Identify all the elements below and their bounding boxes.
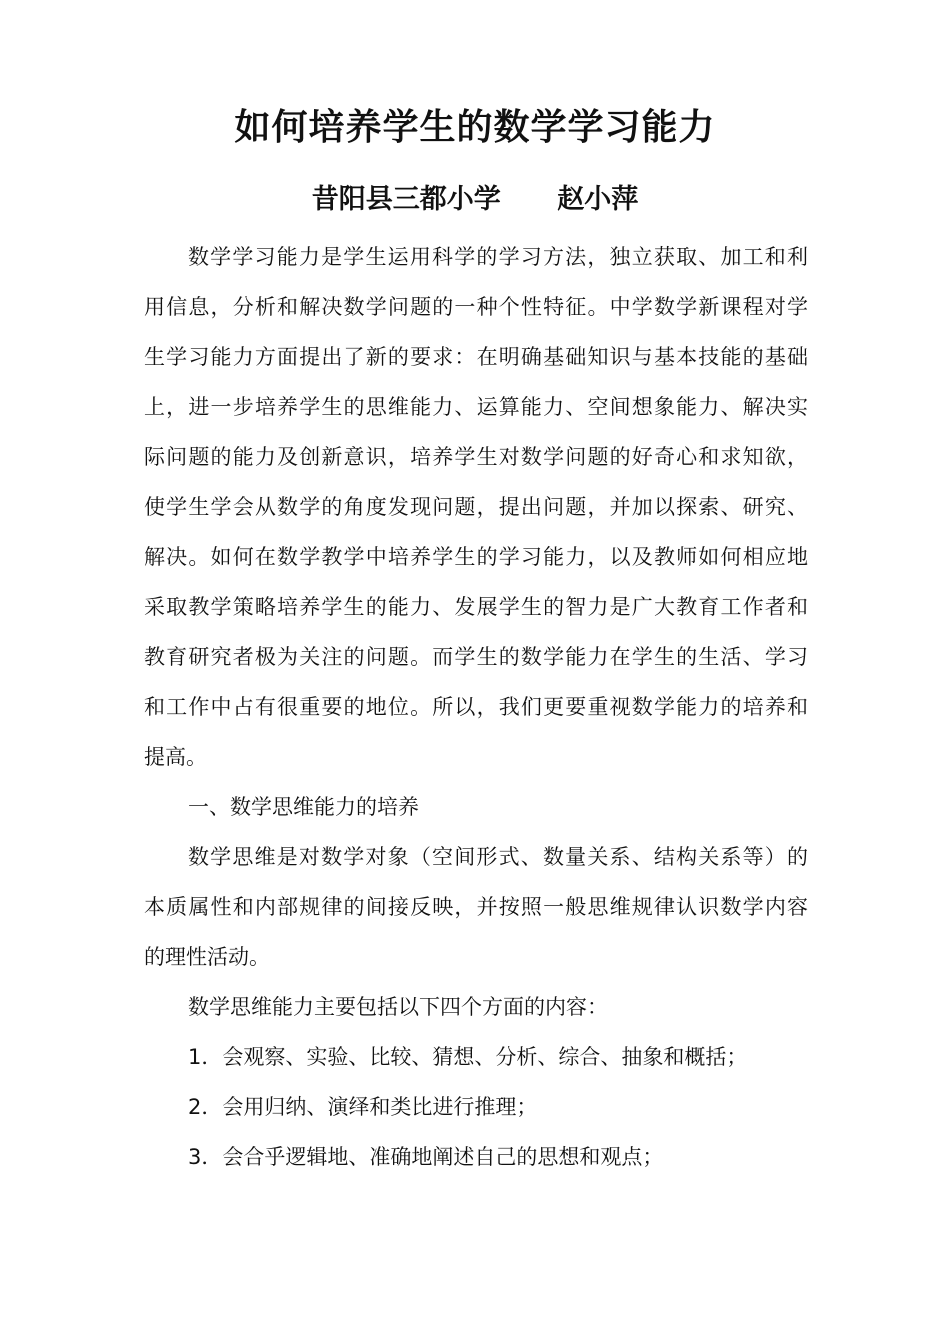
intro-paragraph: [144, 232, 808, 782]
text-line: 的理性活动。: [144, 945, 270, 969]
text-line: 用信息，分析和解决数学问题的一种个性特征。中学数学新课程对学: [144, 295, 808, 319]
list-item: [144, 1082, 808, 1132]
text-line: 数学思维是对数学对象（空间形式、数量关系、结构关系等）的: [188, 845, 808, 869]
list-item-text: 1．会观察、实验、比较、猜想、分析、综合、抽象和概括；: [188, 1045, 748, 1069]
section-heading-text: 一、数学思维能力的培养: [188, 795, 419, 819]
text-line: 采取教学策略培养学生的能力、发展学生的智力是广大教育工作者和: [144, 595, 808, 619]
list-item: [144, 1132, 808, 1182]
list-intro-text: 数学思维能力主要包括以下四个方面的内容：: [188, 995, 608, 1019]
text-line: 本质属性和内部规律的间接反映，并按照一般思维规律认识数学内容: [144, 895, 808, 919]
text-line: 使学生学会从数学的角度发现问题，提出问题，并加以探索、研究、: [144, 495, 808, 519]
document-title: 如何培养学生的数学学习能力: [234, 107, 716, 148]
text-line: 际问题的能力及创新意识，培养学生对数学问题的好奇心和求知欲，: [144, 445, 808, 469]
list-item-text: 2．会用归纳、演绎和类比进行推理；: [188, 1095, 538, 1119]
author-line: 昔阳县三都小学 赵小萍: [311, 184, 639, 215]
text-line: 提高。: [144, 745, 207, 769]
text-line: 教育研究者极为关注的问题。而学生的数学能力在学生的生活、学习: [144, 645, 808, 669]
text-line: 数学学习能力是学生运用科学的学习方法，独立获取、加工和利: [188, 245, 808, 269]
section-heading: [144, 782, 808, 832]
text-line: 上，进一步培养学生的思维能力、运算能力、空间想象能力、解决实: [144, 395, 808, 419]
list-item: [144, 1032, 808, 1082]
definition-paragraph: [144, 832, 808, 982]
text-line: 和工作中占有很重要的地位。所以，我们更要重视数学能力的培养和: [144, 695, 808, 719]
text-line: 生学习能力方面提出了新的要求：在明确基础知识与基本技能的基础: [144, 345, 808, 369]
text-line: 解决。如何在数学教学中培养学生的学习能力，以及教师如何相应地: [144, 545, 808, 569]
list-item-text: 3．会合乎逻辑地、准确地阐述自己的思想和观点；: [188, 1145, 664, 1169]
list-intro: [144, 982, 808, 1032]
